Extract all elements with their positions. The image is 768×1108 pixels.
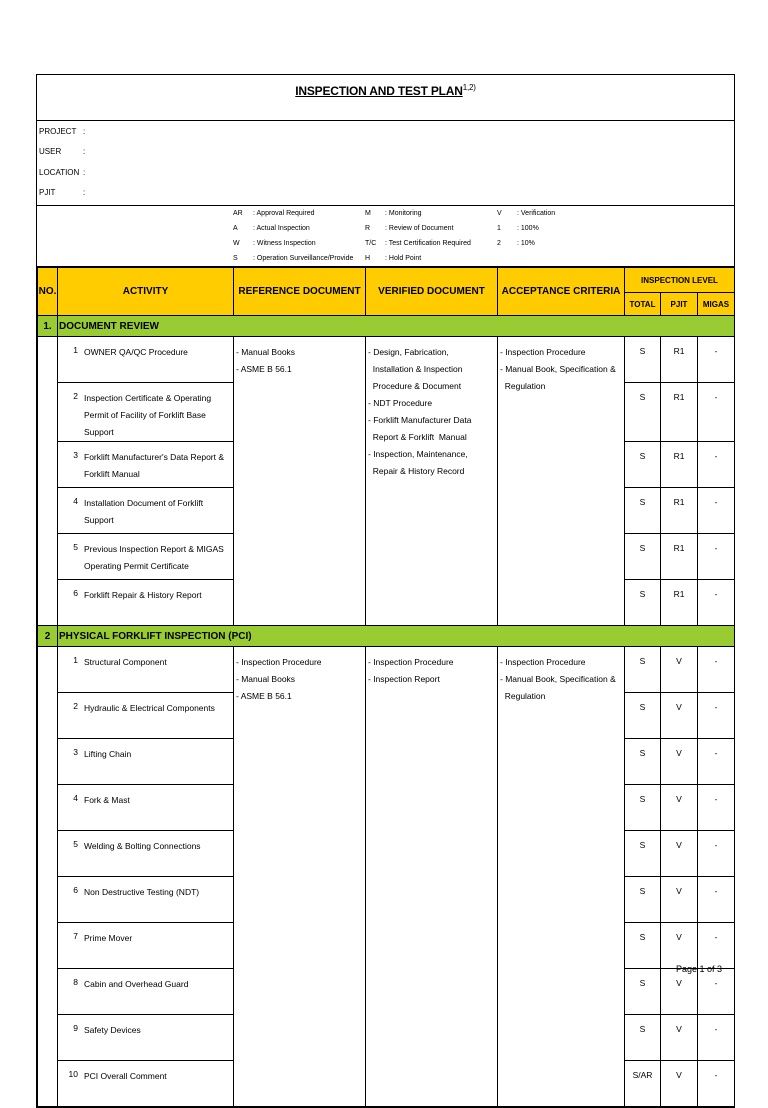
itp-table [37, 267, 735, 1107]
migas-cell: - [698, 442, 735, 488]
pjit-cell: R1 [661, 337, 698, 383]
total-cell: S [625, 383, 661, 442]
total-cell: S [625, 488, 661, 534]
no-cell [38, 693, 58, 739]
total-cell: S [625, 647, 661, 693]
migas-cell: - [698, 488, 735, 534]
legend-entry [365, 225, 453, 232]
verified-cell [366, 647, 498, 1107]
item-activity: Inspection Certificate & Operating Permit of Facility of Forklift Base Support [84, 393, 212, 437]
activity-cell [58, 1061, 234, 1107]
reference-line: - ASME B 56.1 [236, 364, 292, 374]
activity-cell [58, 580, 234, 626]
item-number: 1 [73, 655, 78, 665]
legend-entry [497, 225, 539, 232]
migas-cell: - [698, 739, 735, 785]
legend-entry [233, 255, 353, 262]
pjit-cell: R1 [661, 383, 698, 442]
total-cell: S [625, 1015, 661, 1061]
legend-entry [497, 240, 535, 247]
pjit-cell: R1 [661, 442, 698, 488]
activity-cell [58, 693, 234, 739]
reference-line: - Manual Books [236, 674, 296, 684]
legend-code: AR [233, 210, 243, 217]
total-cell: S [625, 442, 661, 488]
no-cell [38, 383, 58, 442]
acceptance-line: Regulation [500, 691, 546, 701]
verified-line: Installation & Inspection [368, 364, 463, 374]
no-cell [38, 877, 58, 923]
pjit-cell: R1 [661, 534, 698, 580]
item-activity: Forklift Manufacturer's Data Report & Forklift Manual [84, 452, 225, 479]
legend-entry [233, 240, 316, 247]
col-verified: VERIFIED DOCUMENT [366, 268, 498, 316]
legend-code: T/C [365, 240, 377, 247]
item-number: 6 [73, 588, 78, 598]
no-cell [38, 785, 58, 831]
item-activity: Structural Component [84, 657, 167, 667]
acceptance-line: Regulation [500, 381, 546, 391]
legend-code: W [233, 240, 240, 247]
activity-cell [58, 831, 234, 877]
migas-cell: - [698, 785, 735, 831]
info-label: PROJECT [39, 127, 77, 136]
verified-line: - NDT Procedure [368, 398, 433, 408]
legend-code: H [365, 255, 371, 262]
item-activity: Lifting Chain [84, 749, 132, 759]
page-title [37, 83, 734, 98]
total-cell: S [625, 534, 661, 580]
legend-desc: : Review of Document [385, 225, 454, 232]
item-number: 9 [73, 1023, 78, 1033]
no-cell [38, 647, 58, 693]
col-no: NO. [38, 268, 58, 316]
total-cell: S [625, 923, 661, 969]
pjit-cell: R1 [661, 580, 698, 626]
migas-cell: - [698, 337, 735, 383]
legend-desc: : Witness Inspection [253, 240, 316, 247]
section-title: PHYSICAL FORKLIFT INSPECTION (PCI) [58, 626, 625, 647]
migas-cell: - [698, 969, 735, 1015]
total-cell: S [625, 337, 661, 383]
info-sep: : [83, 188, 86, 197]
col-migas: MIGAS [698, 293, 735, 316]
total-cell: S [625, 693, 661, 739]
item-activity: Fork & Mast [84, 795, 130, 805]
verified-line: Repair & History Record [368, 466, 465, 476]
reference-list [234, 337, 365, 378]
reference-line: - Inspection Procedure [236, 657, 322, 667]
legend-code: V [497, 210, 502, 217]
item-activity: Non Destructive Testing (NDT) [84, 887, 200, 897]
activity-cell [58, 1015, 234, 1061]
col-reference: REFERENCE DOCUMENT [234, 268, 366, 316]
legend-entry [365, 210, 422, 217]
col-activity: ACTIVITY [58, 268, 234, 316]
pjit-cell: V [661, 693, 698, 739]
info-label: LOCATION [39, 168, 80, 177]
page-number: Page 1 of 3 [676, 964, 723, 974]
migas-cell: - [698, 693, 735, 739]
legend-desc: : 10% [517, 240, 535, 247]
reference-list [234, 647, 365, 705]
activity-cell [58, 442, 234, 488]
info-label: PJIT [39, 188, 56, 197]
item-activity: Welding & Bolting Connections [84, 841, 201, 851]
pjit-cell: V [661, 831, 698, 877]
verified-line: Report & Forklift Manual [368, 432, 467, 442]
migas-cell: - [698, 877, 735, 923]
section-no: 1. [38, 316, 58, 337]
pjit-cell: R1 [661, 488, 698, 534]
no-cell [38, 534, 58, 580]
no-cell [38, 1015, 58, 1061]
item-number: 6 [73, 885, 78, 895]
item-activity: Prime Mover [84, 933, 133, 943]
item-number: 8 [73, 977, 78, 987]
col-acceptance: ACCEPTANCE CRITERIA [498, 268, 625, 316]
activity-cell [58, 969, 234, 1015]
reference-cell [234, 647, 366, 1107]
activity-cell [58, 877, 234, 923]
no-cell [38, 969, 58, 1015]
item-number: 3 [73, 747, 78, 757]
legend-entry [365, 240, 471, 247]
section-title: DOCUMENT REVIEW [58, 316, 625, 337]
legend-desc: : Approval Required [253, 210, 315, 217]
section-filler [625, 626, 735, 647]
verified-line: - Forklift Manufacturer Data [368, 415, 472, 425]
title-block [37, 75, 734, 121]
migas-cell: - [698, 1015, 735, 1061]
no-cell [38, 1061, 58, 1107]
acceptance-list [498, 647, 624, 705]
legend-desc: : Test Certification Required [385, 240, 471, 247]
total-cell: S/AR [625, 1061, 661, 1107]
legend-desc: : Operation Surveillance/Provide [253, 255, 354, 262]
section-row [38, 626, 735, 647]
pjit-cell: V [661, 647, 698, 693]
pjit-cell: V [661, 923, 698, 969]
acceptance-cell [498, 337, 625, 626]
item-number: 1 [73, 345, 78, 355]
verified-line: - Design, Fabrication, [368, 347, 449, 357]
item-activity: Previous Inspection Report & MIGAS Operating Permit Certificate [84, 544, 224, 571]
col-inspection-level: INSPECTION LEVEL [625, 268, 735, 293]
verified-list [366, 647, 497, 688]
info-label: USER [39, 147, 62, 156]
no-cell [38, 923, 58, 969]
total-cell: S [625, 739, 661, 785]
verified-line: - Inspection Report [368, 674, 440, 684]
no-cell [38, 488, 58, 534]
info-sep: : [83, 127, 86, 136]
migas-cell: - [698, 534, 735, 580]
item-number: 10 [68, 1069, 78, 1079]
total-cell: S [625, 785, 661, 831]
item-activity: Safety Devices [84, 1025, 141, 1035]
title-superscript: 1,2) [462, 83, 476, 92]
pjit-cell: V [661, 785, 698, 831]
legend-code: S [233, 255, 238, 262]
verified-line: - Inspection Procedure [368, 657, 454, 667]
item-number: 4 [73, 793, 78, 803]
no-cell [38, 580, 58, 626]
section-no: 2 [38, 626, 58, 647]
activity-cell [58, 337, 234, 383]
no-cell [38, 337, 58, 383]
activity-cell [58, 383, 234, 442]
item-number: 2 [73, 391, 78, 401]
legend-code: M [365, 210, 371, 217]
acceptance-list [498, 337, 624, 395]
verified-line: Procedure & Document [368, 381, 462, 391]
verified-list [366, 337, 497, 480]
table-row [38, 647, 735, 693]
item-activity: Hydraulic & Electrical Components [84, 703, 215, 713]
item-number: 3 [73, 450, 78, 460]
acceptance-line: - Manual Book, Specification & [500, 674, 616, 684]
activity-cell [58, 923, 234, 969]
migas-cell: - [698, 923, 735, 969]
itp-body [38, 316, 735, 1107]
acceptance-line: - Manual Book, Specification & [500, 364, 616, 374]
total-cell: S [625, 877, 661, 923]
project-info [37, 121, 734, 206]
legend-entry [233, 210, 314, 217]
item-number: 4 [73, 496, 78, 506]
pjit-cell: V [661, 877, 698, 923]
legend-code: R [365, 225, 371, 232]
itp-sheet [36, 74, 735, 1108]
no-cell [38, 739, 58, 785]
pjit-cell: V [661, 739, 698, 785]
legend-desc: : Verification [517, 210, 556, 217]
legend-desc: : Monitoring [385, 210, 422, 217]
col-pjit: PJIT [661, 293, 698, 316]
item-number: 5 [73, 839, 78, 849]
legend-entry [233, 225, 310, 232]
item-activity: Installation Document of Forklift Support [84, 498, 204, 525]
migas-cell: - [698, 1061, 735, 1107]
acceptance-line: - Inspection Procedure [500, 657, 586, 667]
pjit-cell: V [661, 1015, 698, 1061]
activity-cell [58, 534, 234, 580]
info-sep: : [83, 168, 86, 177]
legend [37, 206, 734, 267]
pjit-cell: V [661, 1061, 698, 1107]
pjit-cell: V [661, 969, 698, 1015]
activity-cell [58, 488, 234, 534]
legend-entry [365, 255, 421, 262]
migas-cell: - [698, 647, 735, 693]
activity-cell [58, 647, 234, 693]
activity-cell [58, 739, 234, 785]
legend-code: 2 [497, 240, 501, 247]
legend-desc: : 100% [517, 225, 539, 232]
migas-cell: - [698, 831, 735, 877]
legend-desc: : Actual Inspection [253, 225, 310, 232]
no-cell [38, 442, 58, 488]
acceptance-cell [498, 647, 625, 1107]
migas-cell: - [698, 580, 735, 626]
verified-line: - Inspection, Maintenance, [368, 449, 468, 459]
verified-cell [366, 337, 498, 626]
legend-entry [497, 210, 555, 217]
item-number: 2 [73, 701, 78, 711]
info-sep: : [83, 147, 86, 156]
legend-code: 1 [497, 225, 501, 232]
total-cell: S [625, 969, 661, 1015]
reference-cell [234, 337, 366, 626]
reference-line: - Manual Books [236, 347, 296, 357]
no-cell [38, 831, 58, 877]
total-cell: S [625, 831, 661, 877]
legend-desc: : Hold Point [385, 255, 422, 262]
title-text: INSPECTION AND TEST PLAN [295, 84, 463, 98]
section-filler [625, 316, 735, 337]
acceptance-line: - Inspection Procedure [500, 347, 586, 357]
item-activity: Forklift Repair & History Report [84, 590, 202, 600]
activity-cell [58, 785, 234, 831]
item-activity: OWNER QA/QC Procedure [84, 347, 188, 357]
section-row [38, 316, 735, 337]
table-row [38, 337, 735, 383]
total-cell: S [625, 580, 661, 626]
item-number: 5 [73, 542, 78, 552]
legend-code: A [233, 225, 238, 232]
item-number: 7 [73, 931, 78, 941]
reference-line: - ASME B 56.1 [236, 691, 292, 701]
item-activity: PCI Overall Comment [84, 1071, 167, 1081]
migas-cell: - [698, 383, 735, 442]
item-activity: Cabin and Overhead Guard [84, 979, 189, 989]
col-total: TOTAL [625, 293, 661, 316]
